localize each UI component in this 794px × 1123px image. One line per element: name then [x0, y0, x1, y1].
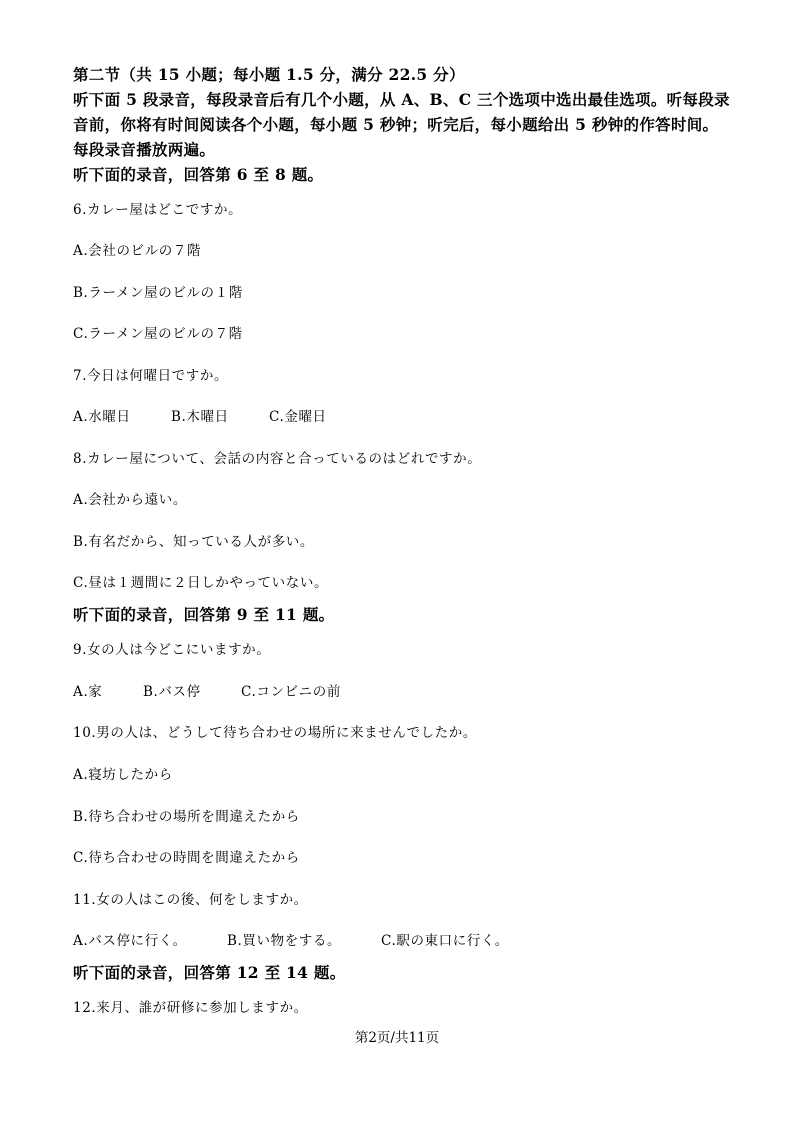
q7-option-a: A.水曜日: [73, 409, 131, 425]
page-footer: 第2页/共11页: [354, 1030, 440, 1046]
question-6: 6.カレー屋はどこですか。: [73, 202, 243, 218]
q6-option-b: B.ラーメン屋のビルの１階: [73, 285, 243, 301]
q6-option-c: C.ラーメン屋のビルの７階: [73, 326, 243, 342]
group-heading-6-8: 听下面的录音，回答第 6 至 8 题。: [73, 165, 324, 184]
question-7: 7.今日は何曜日ですか。: [73, 368, 229, 384]
q9-option-c: C.コンビニの前: [241, 684, 341, 700]
group-heading-9-11: 听下面的录音，回答第 9 至 11 题。: [73, 605, 335, 624]
q10-option-b: B.待ち合わせの場所を間違えたから: [73, 809, 300, 825]
instructions-line-3: 每段录音播放两遍。: [73, 140, 216, 159]
q11-option-a: A.バス停に行く。: [73, 933, 187, 949]
question-11: 11.女の人はこの後、何をしますか。: [73, 892, 308, 908]
question-10: 10.男の人は、どうして待ち合わせの場所に来ませんでしたか。: [73, 725, 477, 741]
q7-options: [73, 405, 327, 425]
section-header: 第二节（共 15 小题；每小题 1.5 分，满分 22.5 分）: [73, 65, 465, 84]
q9-option-b: B.バス停: [143, 684, 201, 700]
q7-option-b: B.木曜日: [171, 409, 229, 425]
question-8: 8.カレー屋について、会話の内容と合っているのはどれですか。: [73, 451, 482, 467]
q11-options: [73, 929, 509, 949]
q9-option-a: A.家: [73, 684, 103, 700]
q10-option-a: A.寝坊したから: [73, 767, 173, 783]
instructions-line-1: 听下面 5 段录音，每段录音后有几个小题，从 A、B、C 三个选项中选出最佳选项。听每段录: [73, 90, 730, 109]
q9-options: [73, 680, 341, 700]
question-9: 9.女の人は今どこにいますか。: [73, 642, 271, 658]
group-heading-12-14: 听下面的录音，回答第 12 至 14 题。: [73, 963, 346, 982]
q7-option-c: C.金曜日: [269, 409, 327, 425]
q11-option-b: B.買い物をする。: [227, 933, 342, 949]
q8-option-b: B.有名だから、知っている人が多い。: [73, 534, 315, 550]
q8-option-c: C.昼は１週間に２日しかやっていない。: [73, 575, 329, 591]
instructions-line-2: 音前，你将有时间阅读各个小题，每小题 5 秒钟；听完后，每小题给出 5 秒钟的作答时间。: [73, 115, 719, 134]
q8-option-a: A.会社から遠い。: [73, 492, 187, 508]
question-12: 12.来月、誰が研修に参加しますか。: [73, 1000, 308, 1016]
q10-option-c: C.待ち合わせの時間を間違えたから: [73, 850, 300, 866]
q6-option-a: A.会社のビルの７階: [73, 243, 202, 259]
q11-option-c: C.駅の東口に行く。: [381, 933, 509, 949]
